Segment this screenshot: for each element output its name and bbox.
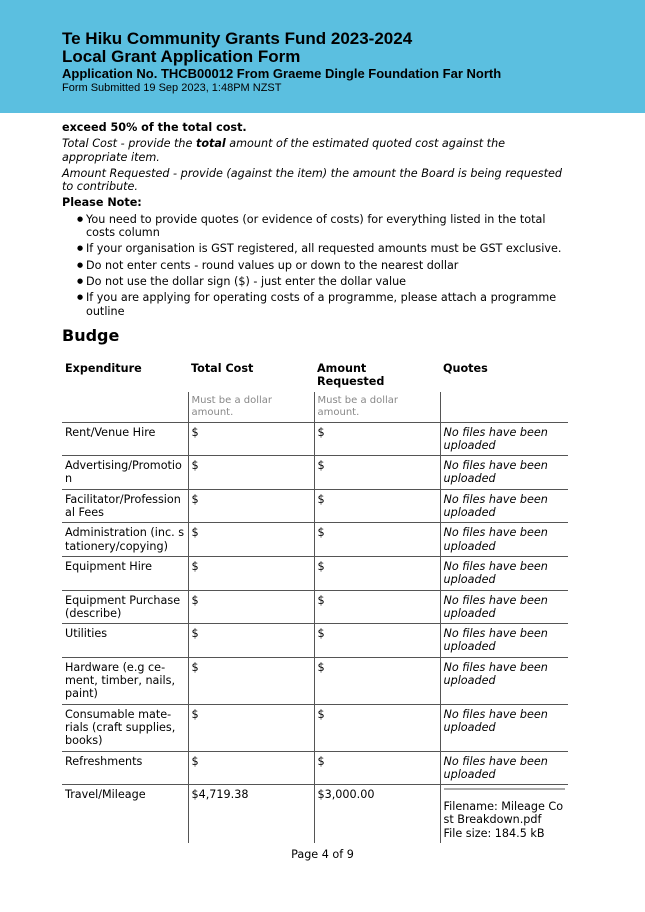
- quotes-cell: No files have been uploaded: [440, 556, 568, 590]
- application-number: Application No. THCB00012 From Graeme Dingle Foundation Far North: [62, 66, 502, 81]
- expenditure-cell: Travel/Mileage: [65, 788, 146, 802]
- table-row: [62, 523, 568, 557]
- expenditure-cell: Utilities: [62, 624, 188, 658]
- quotes-cell: No files have been uploaded: [440, 657, 568, 704]
- quotes-cell: No files have been uploaded: [440, 624, 568, 658]
- amount-requested-cell[interactable]: $: [314, 704, 440, 751]
- note-item: ● You need to provide quotes (or evidence of costs) for everything listed in the total costs column: [78, 213, 572, 240]
- amount-requested-cell[interactable]: $: [314, 657, 440, 704]
- expenditure-cell: Equipment Purchase (describe): [62, 590, 188, 624]
- page-number: Page 4 of 9: [291, 848, 354, 861]
- note-item: ● If your organisation is GST registered, all requested amounts must be GST exclusive.: [78, 242, 572, 255]
- expenditure-cell: Administration (inc. s tationery/copying): [62, 523, 188, 557]
- amount-requested-cell[interactable]: $: [314, 489, 440, 523]
- table-row: [62, 657, 568, 704]
- table-row: [62, 590, 568, 624]
- total-cost-note: Total Cost - provide the total amount of the estimated quoted cost against the appropriate item.: [62, 137, 506, 164]
- file-name: Filename: Mileage Co st Breakdown.pdf: [443, 800, 564, 827]
- instructions: [62, 121, 572, 321]
- total-cost-cell[interactable]: $: [188, 422, 314, 456]
- amount-requested-cell[interactable]: $3,000.00: [314, 785, 440, 843]
- total-cost-cell[interactable]: $: [188, 751, 314, 785]
- note-item: ● If you are applying for operating costs of a programme, please attach a programme outline: [78, 291, 572, 318]
- amount-requested-note: Amount Requested - provide (against the item) the amount the Board is being requested to contribute.: [62, 166, 562, 194]
- amount-requested-cell[interactable]: $: [314, 422, 440, 456]
- expenditure-cell: Advertising/Promotio n: [62, 456, 188, 490]
- quotes-cell: No files have been uploaded: [440, 590, 568, 624]
- amount-requested-cell[interactable]: $: [314, 590, 440, 624]
- total-cost-cell[interactable]: $: [188, 489, 314, 523]
- total-cost-cell[interactable]: $: [188, 556, 314, 590]
- table-row: [62, 751, 568, 785]
- table-row: [62, 456, 568, 490]
- amount-requested-hint: Must be a dollar amount.: [314, 392, 440, 423]
- file-size: File size: 184.5 kB: [443, 826, 545, 840]
- amount-requested-cell[interactable]: $: [314, 751, 440, 785]
- total-cost-cell[interactable]: $: [188, 456, 314, 490]
- table-row: [62, 785, 568, 843]
- amount-requested-cell[interactable]: $: [314, 523, 440, 557]
- form-subtitle: Local Grant Application Form: [62, 47, 301, 66]
- notes-list: [62, 213, 572, 318]
- quotes-cell: No files have been uploaded: [440, 751, 568, 785]
- budget-table: [62, 359, 568, 843]
- expenditure-cell: Equipment Hire: [62, 556, 188, 590]
- total-cost-cell[interactable]: $: [188, 657, 314, 704]
- table-row: [62, 704, 568, 751]
- note-item: ● Do not use the dollar sign ($) - just enter the dollar value: [78, 275, 572, 288]
- column-header: Expenditure: [65, 362, 142, 375]
- quotes-cell: [440, 785, 568, 843]
- total-cost-cell[interactable]: $: [188, 590, 314, 624]
- column-header: Quotes: [443, 362, 488, 375]
- expenditure-cell: Hardware (e.g ce- ment, timber, nails, paint): [62, 657, 188, 704]
- quotes-cell: No files have been uploaded: [440, 422, 568, 456]
- column-header: Total Cost: [191, 362, 254, 375]
- expenditure-cell: Refreshments: [62, 751, 188, 785]
- quotes-cell: No files have been uploaded: [440, 704, 568, 751]
- expenditure-cell: Facilitator/Profession al Fees: [62, 489, 188, 523]
- uploaded-file[interactable]: [444, 788, 566, 840]
- quotes-cell: No files have been uploaded: [440, 523, 568, 557]
- total-cost-cell[interactable]: $: [188, 523, 314, 557]
- note-item: ● Do not enter cents - round values up or down to the nearest dollar: [78, 259, 572, 272]
- please-note-label: Please Note:: [62, 196, 142, 210]
- table-row: [62, 489, 568, 523]
- table-row: [62, 422, 568, 456]
- expenditure-cell: Rent/Venue Hire: [62, 422, 188, 456]
- amount-requested-cell[interactable]: $: [314, 456, 440, 490]
- form-title: Te Hiku Community Grants Fund 2023-2024: [62, 29, 413, 48]
- table-row: [62, 624, 568, 658]
- amount-requested-cell[interactable]: $: [314, 624, 440, 658]
- expenditure-cell: Consumable mate- rials (craft supplies, books): [62, 704, 188, 751]
- quotes-cell: No files have been uploaded: [440, 489, 568, 523]
- total-cost-cell[interactable]: $4,719.38: [188, 785, 314, 843]
- total-cost-cell[interactable]: $: [188, 624, 314, 658]
- amount-requested-cell[interactable]: $: [314, 556, 440, 590]
- table-row: [62, 556, 568, 590]
- submitted-date: Form Submitted 19 Sep 2023, 1:48PM NZST: [62, 82, 282, 94]
- budget-heading: Budge: [62, 326, 120, 345]
- quotes-cell: No files have been uploaded: [440, 456, 568, 490]
- column-header: Amount Requested: [317, 362, 385, 389]
- total-cost-cell[interactable]: $: [188, 704, 314, 751]
- exceed-note: exceed 50% of the total cost.: [62, 121, 247, 134]
- total-cost-hint: Must be a dollar amount.: [188, 392, 314, 423]
